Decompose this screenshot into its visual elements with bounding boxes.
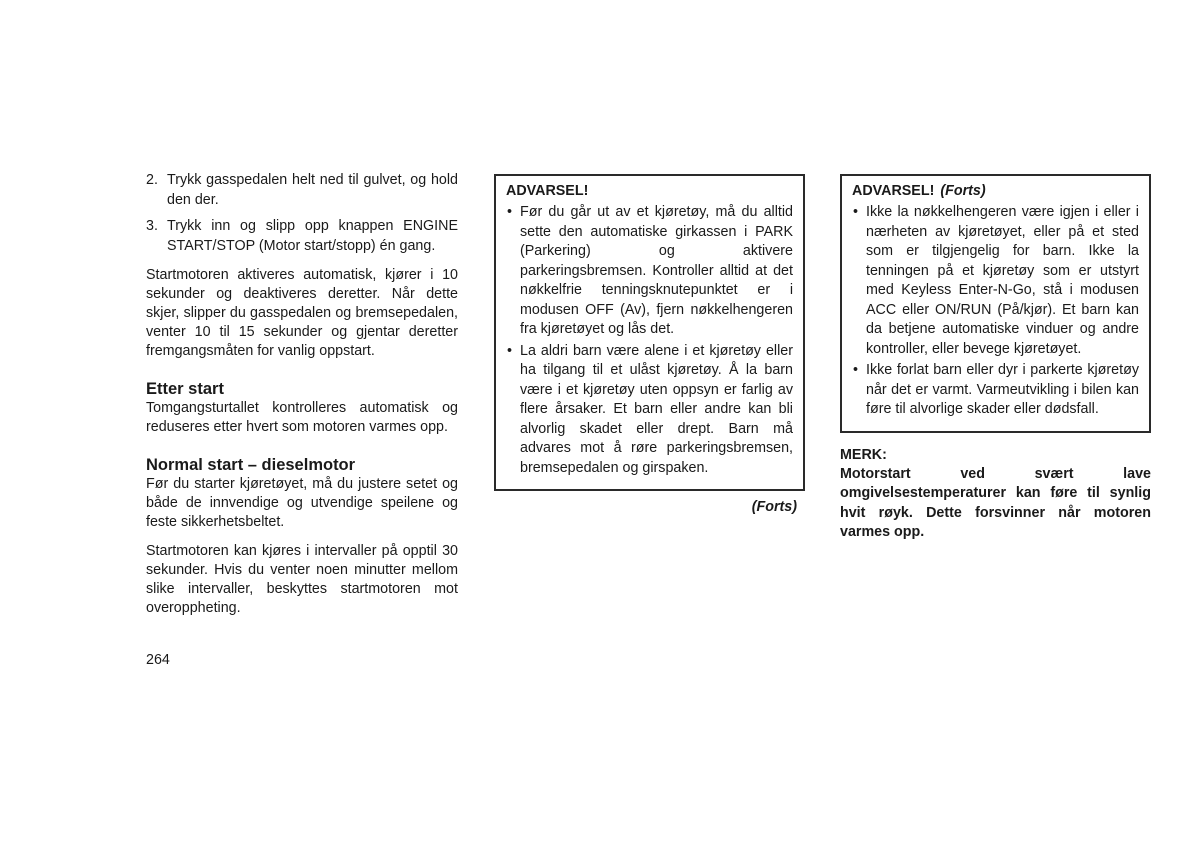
middle-column xyxy=(494,170,805,515)
warning-title: ADVARSEL! xyxy=(506,183,589,199)
step-2 xyxy=(146,170,458,210)
warning-title xyxy=(852,181,1139,201)
warning-bullet xyxy=(852,203,1139,359)
warning-bullet xyxy=(506,203,793,340)
diesel-paragraph-1: Før du starter kjøretøyet, må du justere setet og både de innvendige og utvendige speilene og feste sikkerhetsbeltet. xyxy=(146,476,458,530)
bullet-dot-icon: • xyxy=(507,204,513,220)
warning-bullet-text: La aldri barn være alene i et kjøretøy eller ha tilgang til et ulåst kjøretøy. Å la barn være i et kjøretøy uten oppsyn er farlig av flere årsaker. Et barn eller andre kan bli alvorlig skadet eller drept. Barn må advares mot å røre parkeringsbremsen, bremsepedalen og girspaken. xyxy=(520,342,793,476)
right-column xyxy=(840,170,1151,543)
warning-bullet xyxy=(506,342,793,479)
note-text: Motorstart ved svært lave omgivelsestemperaturer kan føre til synlig hvit røyk. Dette forsvinner når motoren varmes opp. xyxy=(840,465,1151,540)
note-title: MERK: xyxy=(840,446,887,463)
after-start-paragraph: Tomgangsturtallet kontrolleres automatisk og reduseres etter hvert som motoren varmes opp. xyxy=(146,400,458,435)
warning-box-continued xyxy=(840,174,1151,433)
step-3 xyxy=(146,216,458,256)
warning-bullet xyxy=(852,361,1139,420)
warning-title-forts: (Forts) xyxy=(940,183,986,199)
bullet-dot-icon: • xyxy=(507,342,513,359)
diesel-paragraph-2: Startmotoren kan kjøres i intervaller på opptil 30 sekunder. Hvis du venter noen minutter mellom slike intervaller, beskyttes startmotoren mot overoppheting. xyxy=(146,543,458,616)
warning-bullet-text: Ikke forlat barn eller dyr i parkerte kjøretøy når det er varmt. Varmeutvikling i bilen kan føre til alvorlige skader eller dødsfall. xyxy=(866,362,1139,417)
bullet-dot-icon: • xyxy=(853,362,859,378)
warning-bullet-text: Før du går ut av et kjøretøy, må du alltid sette den automatiske girkassen i PARK (Parkering) og aktivere parkeringsbremsen. Kontroller alltid at det nøkkelfrie tenningsknutepunktet er i modusen OFF (Av), fjern nøkkelhengeren fra kjøretøyet og lås det. xyxy=(520,204,793,337)
warning-box xyxy=(494,174,805,491)
starter-paragraph: Startmotoren aktiveres automatisk, kjører i 10 sekunder og deaktiveres deretter. Når dette skjer, slipper du gasspedalen og bremsepedalen, venter 10 til 15 sekunder og gjentar deretter fremgangsmåten for vanlig oppstart. xyxy=(146,267,458,359)
warning-bullet-text: Ikke la nøkkelhengeren være igjen i eller i nærheten av kjøretøyet, eller på et sted som er tilgjengelig for barn. Ikke la tenningen på et kjøretøy som er utstyrt med Keyless Enter-N-Go, stå i modusen ACC eller ON/RUN (På/kjør). Et barn kan da betjene automatiske vinduer og andre kontroller, eller bevege kjøretøyet. xyxy=(866,204,1139,357)
warning-title-text: ADVARSEL! xyxy=(852,183,935,199)
step-text: Trykk inn og slipp opp knappen ENGINE START/STOP (Motor start/stopp) én gang. xyxy=(167,218,458,254)
heading-diesel-start: Normal start – dieselmotor xyxy=(146,456,356,474)
step-number: 2. xyxy=(146,172,158,188)
step-number: 3. xyxy=(146,218,158,234)
step-text: Trykk gasspedalen helt ned til gulvet, og hold den der. xyxy=(167,172,458,208)
left-column xyxy=(146,170,458,618)
page-number: 264 xyxy=(146,652,170,668)
heading-after-start: Etter start xyxy=(146,380,224,398)
continued-label: (Forts) xyxy=(751,499,797,515)
bullet-dot-icon: • xyxy=(853,204,859,220)
